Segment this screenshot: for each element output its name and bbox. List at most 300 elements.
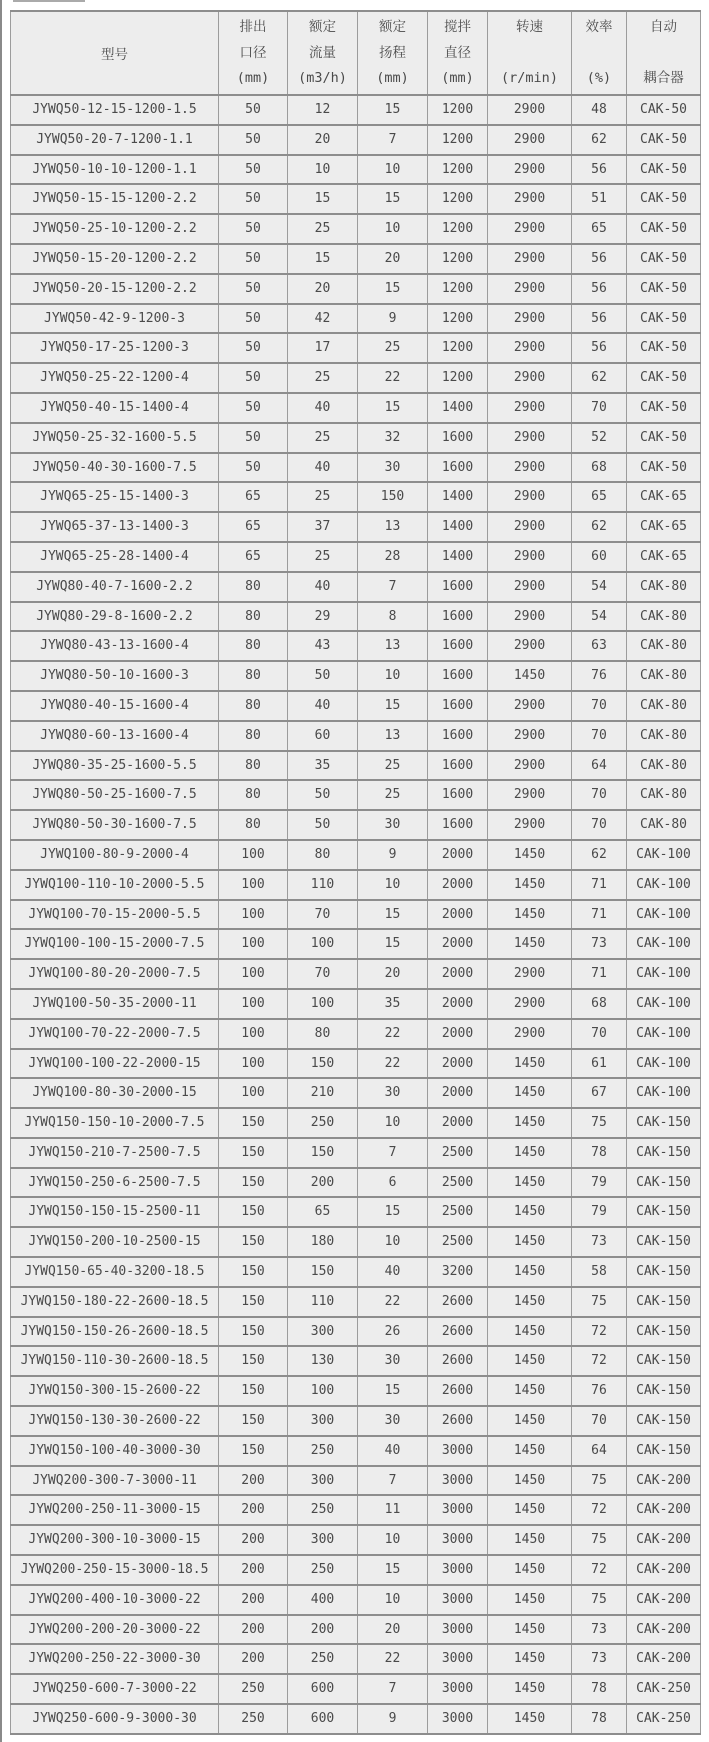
cell-stir-diameter: 1200 (428, 333, 488, 363)
cell-stir-diameter: 1600 (428, 423, 488, 453)
cell-stir-diameter: 2600 (428, 1346, 488, 1376)
cell-efficiency: 75 (572, 1525, 627, 1555)
cell-rated-head: 40 (358, 1436, 428, 1466)
cell-stir-diameter: 1600 (428, 453, 488, 483)
cell-outlet-diameter: 200 (219, 1644, 288, 1674)
cell-speed: 1450 (488, 1406, 572, 1436)
cell-auto-coupler: CAK-150 (627, 1287, 701, 1317)
cell-model: JYWQ65-25-15-1400-3 (11, 482, 219, 512)
cell-stir-diameter: 1200 (428, 184, 488, 214)
table-row (11, 1197, 701, 1227)
cell-efficiency: 73 (572, 1227, 627, 1257)
cell-speed: 1450 (488, 929, 572, 959)
table-row (11, 1257, 701, 1287)
cell-efficiency: 71 (572, 900, 627, 930)
table-row (11, 363, 701, 393)
cell-auto-coupler: CAK-80 (627, 602, 701, 632)
col-header-rated-head: 额定 扬程 (mm) (358, 11, 428, 95)
cell-speed: 2900 (488, 691, 572, 721)
table-row (11, 691, 701, 721)
cell-stir-diameter: 2000 (428, 900, 488, 930)
cell-efficiency: 70 (572, 1406, 627, 1436)
cell-auto-coupler: CAK-150 (627, 1168, 701, 1198)
cell-speed: 2900 (488, 572, 572, 602)
table-row (11, 1049, 701, 1079)
cell-rated-flow: 200 (288, 1168, 358, 1198)
table-row (11, 929, 701, 959)
cell-outlet-diameter: 200 (219, 1495, 288, 1525)
cell-efficiency: 63 (572, 631, 627, 661)
cell-outlet-diameter: 150 (219, 1168, 288, 1198)
cell-model: JYWQ250-600-7-3000-22 (11, 1674, 219, 1704)
cell-auto-coupler: CAK-100 (627, 989, 701, 1019)
cell-efficiency: 75 (572, 1585, 627, 1615)
cell-rated-flow: 25 (288, 542, 358, 572)
cell-efficiency: 64 (572, 751, 627, 781)
cell-auto-coupler: CAK-80 (627, 751, 701, 781)
cell-speed: 1450 (488, 1466, 572, 1496)
cell-efficiency: 72 (572, 1495, 627, 1525)
cell-rated-flow: 150 (288, 1257, 358, 1287)
cell-auto-coupler: CAK-50 (627, 95, 701, 125)
cell-rated-head: 25 (358, 333, 428, 363)
cell-rated-head: 30 (358, 453, 428, 483)
cell-stir-diameter: 1200 (428, 244, 488, 274)
cell-efficiency: 60 (572, 542, 627, 572)
cell-rated-head: 10 (358, 661, 428, 691)
cell-model: JYWQ200-250-15-3000-18.5 (11, 1555, 219, 1585)
cell-speed: 2900 (488, 1019, 572, 1049)
cell-auto-coupler: CAK-50 (627, 333, 701, 363)
cell-model: JYWQ50-20-15-1200-2.2 (11, 274, 219, 304)
cell-model: JYWQ150-180-22-2600-18.5 (11, 1287, 219, 1317)
cell-efficiency: 58 (572, 1257, 627, 1287)
cell-speed: 2900 (488, 602, 572, 632)
cell-outlet-diameter: 80 (219, 691, 288, 721)
cell-speed: 2900 (488, 721, 572, 751)
cell-stir-diameter: 1200 (428, 95, 488, 125)
cell-rated-head: 20 (358, 244, 428, 274)
cell-auto-coupler: CAK-100 (627, 1019, 701, 1049)
cell-auto-coupler: CAK-200 (627, 1555, 701, 1585)
cell-rated-flow: 210 (288, 1078, 358, 1108)
cell-rated-flow: 80 (288, 1019, 358, 1049)
cell-model: JYWQ200-250-11-3000-15 (11, 1495, 219, 1525)
table-row (11, 1168, 701, 1198)
cell-model: JYWQ80-50-25-1600-7.5 (11, 780, 219, 810)
cell-stir-diameter: 2000 (428, 1019, 488, 1049)
cell-auto-coupler: CAK-65 (627, 512, 701, 542)
cell-speed: 1450 (488, 1674, 572, 1704)
cell-auto-coupler: CAK-50 (627, 274, 701, 304)
cell-efficiency: 52 (572, 423, 627, 453)
cell-rated-head: 40 (358, 1257, 428, 1287)
cell-stir-diameter: 3000 (428, 1585, 488, 1615)
cell-rated-head: 13 (358, 512, 428, 542)
table-row (11, 810, 701, 840)
cell-stir-diameter: 2000 (428, 1108, 488, 1138)
cell-speed: 1450 (488, 870, 572, 900)
cell-speed: 2900 (488, 274, 572, 304)
cell-rated-flow: 110 (288, 1287, 358, 1317)
cell-speed: 2900 (488, 363, 572, 393)
cell-auto-coupler: CAK-50 (627, 304, 701, 334)
cell-outlet-diameter: 100 (219, 929, 288, 959)
table-row (11, 423, 701, 453)
cell-rated-head: 30 (358, 1406, 428, 1436)
cell-speed: 2900 (488, 214, 572, 244)
cell-rated-flow: 150 (288, 1138, 358, 1168)
cell-model: JYWQ150-200-10-2500-15 (11, 1227, 219, 1257)
table-row (11, 1227, 701, 1257)
cell-efficiency: 64 (572, 1436, 627, 1466)
cell-efficiency: 70 (572, 393, 627, 423)
cell-model: JYWQ65-25-28-1400-4 (11, 542, 219, 572)
cell-rated-flow: 300 (288, 1466, 358, 1496)
cell-rated-head: 30 (358, 1078, 428, 1108)
cell-stir-diameter: 2600 (428, 1287, 488, 1317)
table-row (11, 1615, 701, 1645)
cell-speed: 1450 (488, 1376, 572, 1406)
cell-auto-coupler: CAK-150 (627, 1197, 701, 1227)
table-row (11, 304, 701, 334)
cell-auto-coupler: CAK-50 (627, 184, 701, 214)
cell-outlet-diameter: 100 (219, 989, 288, 1019)
cell-outlet-diameter: 65 (219, 482, 288, 512)
cell-stir-diameter: 2600 (428, 1376, 488, 1406)
cell-stir-diameter: 2000 (428, 870, 488, 900)
cell-rated-head: 26 (358, 1317, 428, 1347)
cell-rated-head: 7 (358, 125, 428, 155)
cell-efficiency: 75 (572, 1108, 627, 1138)
cell-outlet-diameter: 100 (219, 1078, 288, 1108)
cell-rated-flow: 35 (288, 751, 358, 781)
cell-model: JYWQ200-300-10-3000-15 (11, 1525, 219, 1555)
cell-auto-coupler: CAK-150 (627, 1346, 701, 1376)
cell-rated-head: 9 (358, 304, 428, 334)
cell-stir-diameter: 2000 (428, 840, 488, 870)
cell-auto-coupler: CAK-50 (627, 125, 701, 155)
cell-auto-coupler: CAK-100 (627, 1078, 701, 1108)
cell-rated-head: 15 (358, 95, 428, 125)
cell-stir-diameter: 3000 (428, 1495, 488, 1525)
cell-outlet-diameter: 200 (219, 1525, 288, 1555)
cell-rated-head: 35 (358, 989, 428, 1019)
cell-rated-flow: 25 (288, 214, 358, 244)
cell-speed: 1450 (488, 1227, 572, 1257)
cell-model: JYWQ80-43-13-1600-4 (11, 631, 219, 661)
cell-rated-head: 15 (358, 1555, 428, 1585)
col-header-model (11, 11, 219, 95)
cell-auto-coupler: CAK-80 (627, 721, 701, 751)
cell-stir-diameter: 1200 (428, 214, 488, 244)
cell-model: JYWQ150-100-40-3000-30 (11, 1436, 219, 1466)
table-row (11, 1644, 701, 1674)
col-header-speed: 转速 (r/min) (488, 11, 572, 95)
cell-stir-diameter: 3000 (428, 1525, 488, 1555)
cell-rated-flow: 50 (288, 661, 358, 691)
cell-outlet-diameter: 150 (219, 1317, 288, 1347)
cell-speed: 1450 (488, 1525, 572, 1555)
cell-auto-coupler: CAK-80 (627, 572, 701, 602)
cell-stir-diameter: 3000 (428, 1644, 488, 1674)
cell-outlet-diameter: 150 (219, 1257, 288, 1287)
cell-stir-diameter: 3000 (428, 1466, 488, 1496)
cell-speed: 2900 (488, 304, 572, 334)
cell-model: JYWQ50-10-10-1200-1.1 (11, 155, 219, 185)
cell-outlet-diameter: 50 (219, 155, 288, 185)
table-row (11, 721, 701, 751)
cell-outlet-diameter: 80 (219, 661, 288, 691)
cell-efficiency: 67 (572, 1078, 627, 1108)
cell-stir-diameter: 3000 (428, 1555, 488, 1585)
cell-auto-coupler: CAK-150 (627, 1406, 701, 1436)
cell-stir-diameter: 2500 (428, 1227, 488, 1257)
cell-speed: 1450 (488, 1346, 572, 1376)
cell-rated-flow: 180 (288, 1227, 358, 1257)
cell-rated-flow: 70 (288, 900, 358, 930)
cell-speed: 2900 (488, 393, 572, 423)
cell-efficiency: 73 (572, 1615, 627, 1645)
cell-auto-coupler: CAK-100 (627, 870, 701, 900)
cell-rated-head: 10 (358, 1525, 428, 1555)
cell-rated-flow: 600 (288, 1704, 358, 1734)
cell-model: JYWQ50-40-15-1400-4 (11, 393, 219, 423)
cell-model: JYWQ80-35-25-1600-5.5 (11, 751, 219, 781)
col-header-rated-flow: 额定 流量 (m3/h) (288, 11, 358, 95)
table-header (11, 11, 701, 95)
cell-rated-flow: 250 (288, 1495, 358, 1525)
cell-outlet-diameter: 150 (219, 1406, 288, 1436)
cell-outlet-diameter: 150 (219, 1376, 288, 1406)
cell-auto-coupler: CAK-50 (627, 214, 701, 244)
table-row (11, 393, 701, 423)
cell-model: JYWQ150-110-30-2600-18.5 (11, 1346, 219, 1376)
table-row (11, 1525, 701, 1555)
cell-speed: 2900 (488, 244, 572, 274)
cell-speed: 1450 (488, 840, 572, 870)
cell-rated-flow: 25 (288, 363, 358, 393)
cell-model: JYWQ50-20-7-1200-1.1 (11, 125, 219, 155)
cell-stir-diameter: 1600 (428, 721, 488, 751)
table-row (11, 1466, 701, 1496)
cell-model: JYWQ150-150-15-2500-11 (11, 1197, 219, 1227)
cell-efficiency: 48 (572, 95, 627, 125)
cell-rated-head: 25 (358, 780, 428, 810)
cell-rated-flow: 100 (288, 929, 358, 959)
cell-outlet-diameter: 50 (219, 95, 288, 125)
cell-stir-diameter: 1600 (428, 661, 488, 691)
table-row (11, 661, 701, 691)
cell-efficiency: 68 (572, 453, 627, 483)
cell-model: JYWQ200-300-7-3000-11 (11, 1466, 219, 1496)
cell-stir-diameter: 3000 (428, 1615, 488, 1645)
table-row (11, 1495, 701, 1525)
cell-rated-flow: 40 (288, 393, 358, 423)
table-row (11, 959, 701, 989)
cell-model: JYWQ80-50-10-1600-3 (11, 661, 219, 691)
cell-rated-flow: 50 (288, 780, 358, 810)
cell-model: JYWQ80-60-13-1600-4 (11, 721, 219, 751)
cell-auto-coupler: CAK-100 (627, 929, 701, 959)
cell-outlet-diameter: 100 (219, 840, 288, 870)
cell-rated-head: 11 (358, 1495, 428, 1525)
cell-efficiency: 65 (572, 214, 627, 244)
cell-stir-diameter: 3000 (428, 1674, 488, 1704)
cell-efficiency: 72 (572, 1555, 627, 1585)
cell-auto-coupler: CAK-150 (627, 1376, 701, 1406)
col-header-auto-coupler: 自动 耦合器 (627, 11, 701, 95)
cell-speed: 2900 (488, 780, 572, 810)
cell-outlet-diameter: 65 (219, 542, 288, 572)
cell-rated-flow: 15 (288, 184, 358, 214)
cell-rated-head: 28 (358, 542, 428, 572)
cell-model: JYWQ80-40-7-1600-2.2 (11, 572, 219, 602)
cell-auto-coupler: CAK-150 (627, 1436, 701, 1466)
cell-model: JYWQ100-80-30-2000-15 (11, 1078, 219, 1108)
cell-model: JYWQ150-300-15-2600-22 (11, 1376, 219, 1406)
cell-auto-coupler: CAK-80 (627, 661, 701, 691)
cell-rated-head: 9 (358, 1704, 428, 1734)
cell-auto-coupler: CAK-150 (627, 1138, 701, 1168)
table-row (11, 512, 701, 542)
cell-rated-head: 6 (358, 1168, 428, 1198)
cell-efficiency: 70 (572, 780, 627, 810)
cell-rated-flow: 250 (288, 1436, 358, 1466)
cell-efficiency: 76 (572, 1376, 627, 1406)
cell-auto-coupler: CAK-200 (627, 1644, 701, 1674)
cell-model: JYWQ100-80-20-2000-7.5 (11, 959, 219, 989)
cell-outlet-diameter: 150 (219, 1436, 288, 1466)
cell-outlet-diameter: 50 (219, 244, 288, 274)
cell-efficiency: 61 (572, 1049, 627, 1079)
table-row (11, 989, 701, 1019)
cell-model: JYWQ50-15-20-1200-2.2 (11, 244, 219, 274)
col-header-model-label: 型号 (101, 47, 128, 63)
table-row (11, 95, 701, 125)
cell-efficiency: 78 (572, 1138, 627, 1168)
cell-rated-flow: 250 (288, 1108, 358, 1138)
cell-rated-flow: 15 (288, 244, 358, 274)
cell-model: JYWQ200-200-20-3000-22 (11, 1615, 219, 1645)
cell-efficiency: 68 (572, 989, 627, 1019)
pump-spec-table (10, 10, 701, 1735)
cell-rated-flow: 37 (288, 512, 358, 542)
cell-rated-head: 15 (358, 929, 428, 959)
cell-speed: 1450 (488, 1555, 572, 1585)
cell-outlet-diameter: 80 (219, 780, 288, 810)
cell-model: JYWQ100-110-10-2000-5.5 (11, 870, 219, 900)
table-row (11, 125, 701, 155)
cell-outlet-diameter: 80 (219, 721, 288, 751)
cell-outlet-diameter: 200 (219, 1615, 288, 1645)
table-row (11, 214, 701, 244)
cell-rated-flow: 100 (288, 1376, 358, 1406)
table-row (11, 453, 701, 483)
cell-efficiency: 62 (572, 512, 627, 542)
table-row (11, 780, 701, 810)
table-body (11, 95, 701, 1734)
table-row (11, 870, 701, 900)
cell-auto-coupler: CAK-200 (627, 1495, 701, 1525)
table-row (11, 542, 701, 572)
cell-model: JYWQ200-400-10-3000-22 (11, 1585, 219, 1615)
cell-rated-flow: 400 (288, 1585, 358, 1615)
cell-speed: 2900 (488, 751, 572, 781)
cell-efficiency: 78 (572, 1674, 627, 1704)
cell-rated-head: 22 (358, 1644, 428, 1674)
cell-model: JYWQ150-150-26-2600-18.5 (11, 1317, 219, 1347)
cell-model: JYWQ150-150-10-2000-7.5 (11, 1108, 219, 1138)
table-row (11, 900, 701, 930)
cell-model: JYWQ65-37-13-1400-3 (11, 512, 219, 542)
cell-rated-head: 10 (358, 870, 428, 900)
cell-stir-diameter: 1200 (428, 304, 488, 334)
cell-stir-diameter: 3200 (428, 1257, 488, 1287)
cell-speed: 2900 (488, 989, 572, 1019)
cell-rated-head: 7 (358, 1466, 428, 1496)
cell-efficiency: 54 (572, 602, 627, 632)
cell-stir-diameter: 2000 (428, 1078, 488, 1108)
cell-stir-diameter: 1600 (428, 751, 488, 781)
cell-stir-diameter: 2000 (428, 1049, 488, 1079)
cell-outlet-diameter: 50 (219, 363, 288, 393)
table-row (11, 1406, 701, 1436)
cell-efficiency: 72 (572, 1317, 627, 1347)
cell-auto-coupler: CAK-100 (627, 1049, 701, 1079)
cell-auto-coupler: CAK-150 (627, 1257, 701, 1287)
cell-efficiency: 71 (572, 870, 627, 900)
cell-efficiency: 56 (572, 155, 627, 185)
cell-efficiency: 65 (572, 482, 627, 512)
cell-rated-head: 22 (358, 363, 428, 393)
cell-auto-coupler: CAK-80 (627, 691, 701, 721)
cell-rated-head: 20 (358, 1615, 428, 1645)
cell-outlet-diameter: 100 (219, 1049, 288, 1079)
cell-rated-flow: 80 (288, 840, 358, 870)
cell-stir-diameter: 1600 (428, 631, 488, 661)
cell-outlet-diameter: 80 (219, 751, 288, 781)
cell-model: JYWQ80-40-15-1600-4 (11, 691, 219, 721)
cell-model: JYWQ100-100-15-2000-7.5 (11, 929, 219, 959)
table-row (11, 1585, 701, 1615)
cell-rated-head: 7 (358, 1138, 428, 1168)
cell-efficiency: 54 (572, 572, 627, 602)
cell-model: JYWQ50-42-9-1200-3 (11, 304, 219, 334)
cell-outlet-diameter: 80 (219, 602, 288, 632)
cell-model: JYWQ250-600-9-3000-30 (11, 1704, 219, 1734)
cell-outlet-diameter: 50 (219, 453, 288, 483)
cell-speed: 2900 (488, 423, 572, 453)
cell-rated-flow: 300 (288, 1317, 358, 1347)
table-row (11, 244, 701, 274)
cell-efficiency: 62 (572, 840, 627, 870)
cell-rated-flow: 12 (288, 95, 358, 125)
cell-model: JYWQ150-210-7-2500-7.5 (11, 1138, 219, 1168)
cell-speed: 2900 (488, 155, 572, 185)
table-row (11, 184, 701, 214)
cell-outlet-diameter: 50 (219, 393, 288, 423)
cell-rated-head: 10 (358, 1227, 428, 1257)
cell-model: JYWQ100-80-9-2000-4 (11, 840, 219, 870)
cell-efficiency: 75 (572, 1466, 627, 1496)
cell-outlet-diameter: 200 (219, 1555, 288, 1585)
cell-rated-head: 10 (358, 1585, 428, 1615)
cell-stir-diameter: 1600 (428, 780, 488, 810)
cell-rated-flow: 250 (288, 1644, 358, 1674)
cell-rated-flow: 110 (288, 870, 358, 900)
cell-auto-coupler: CAK-65 (627, 542, 701, 572)
